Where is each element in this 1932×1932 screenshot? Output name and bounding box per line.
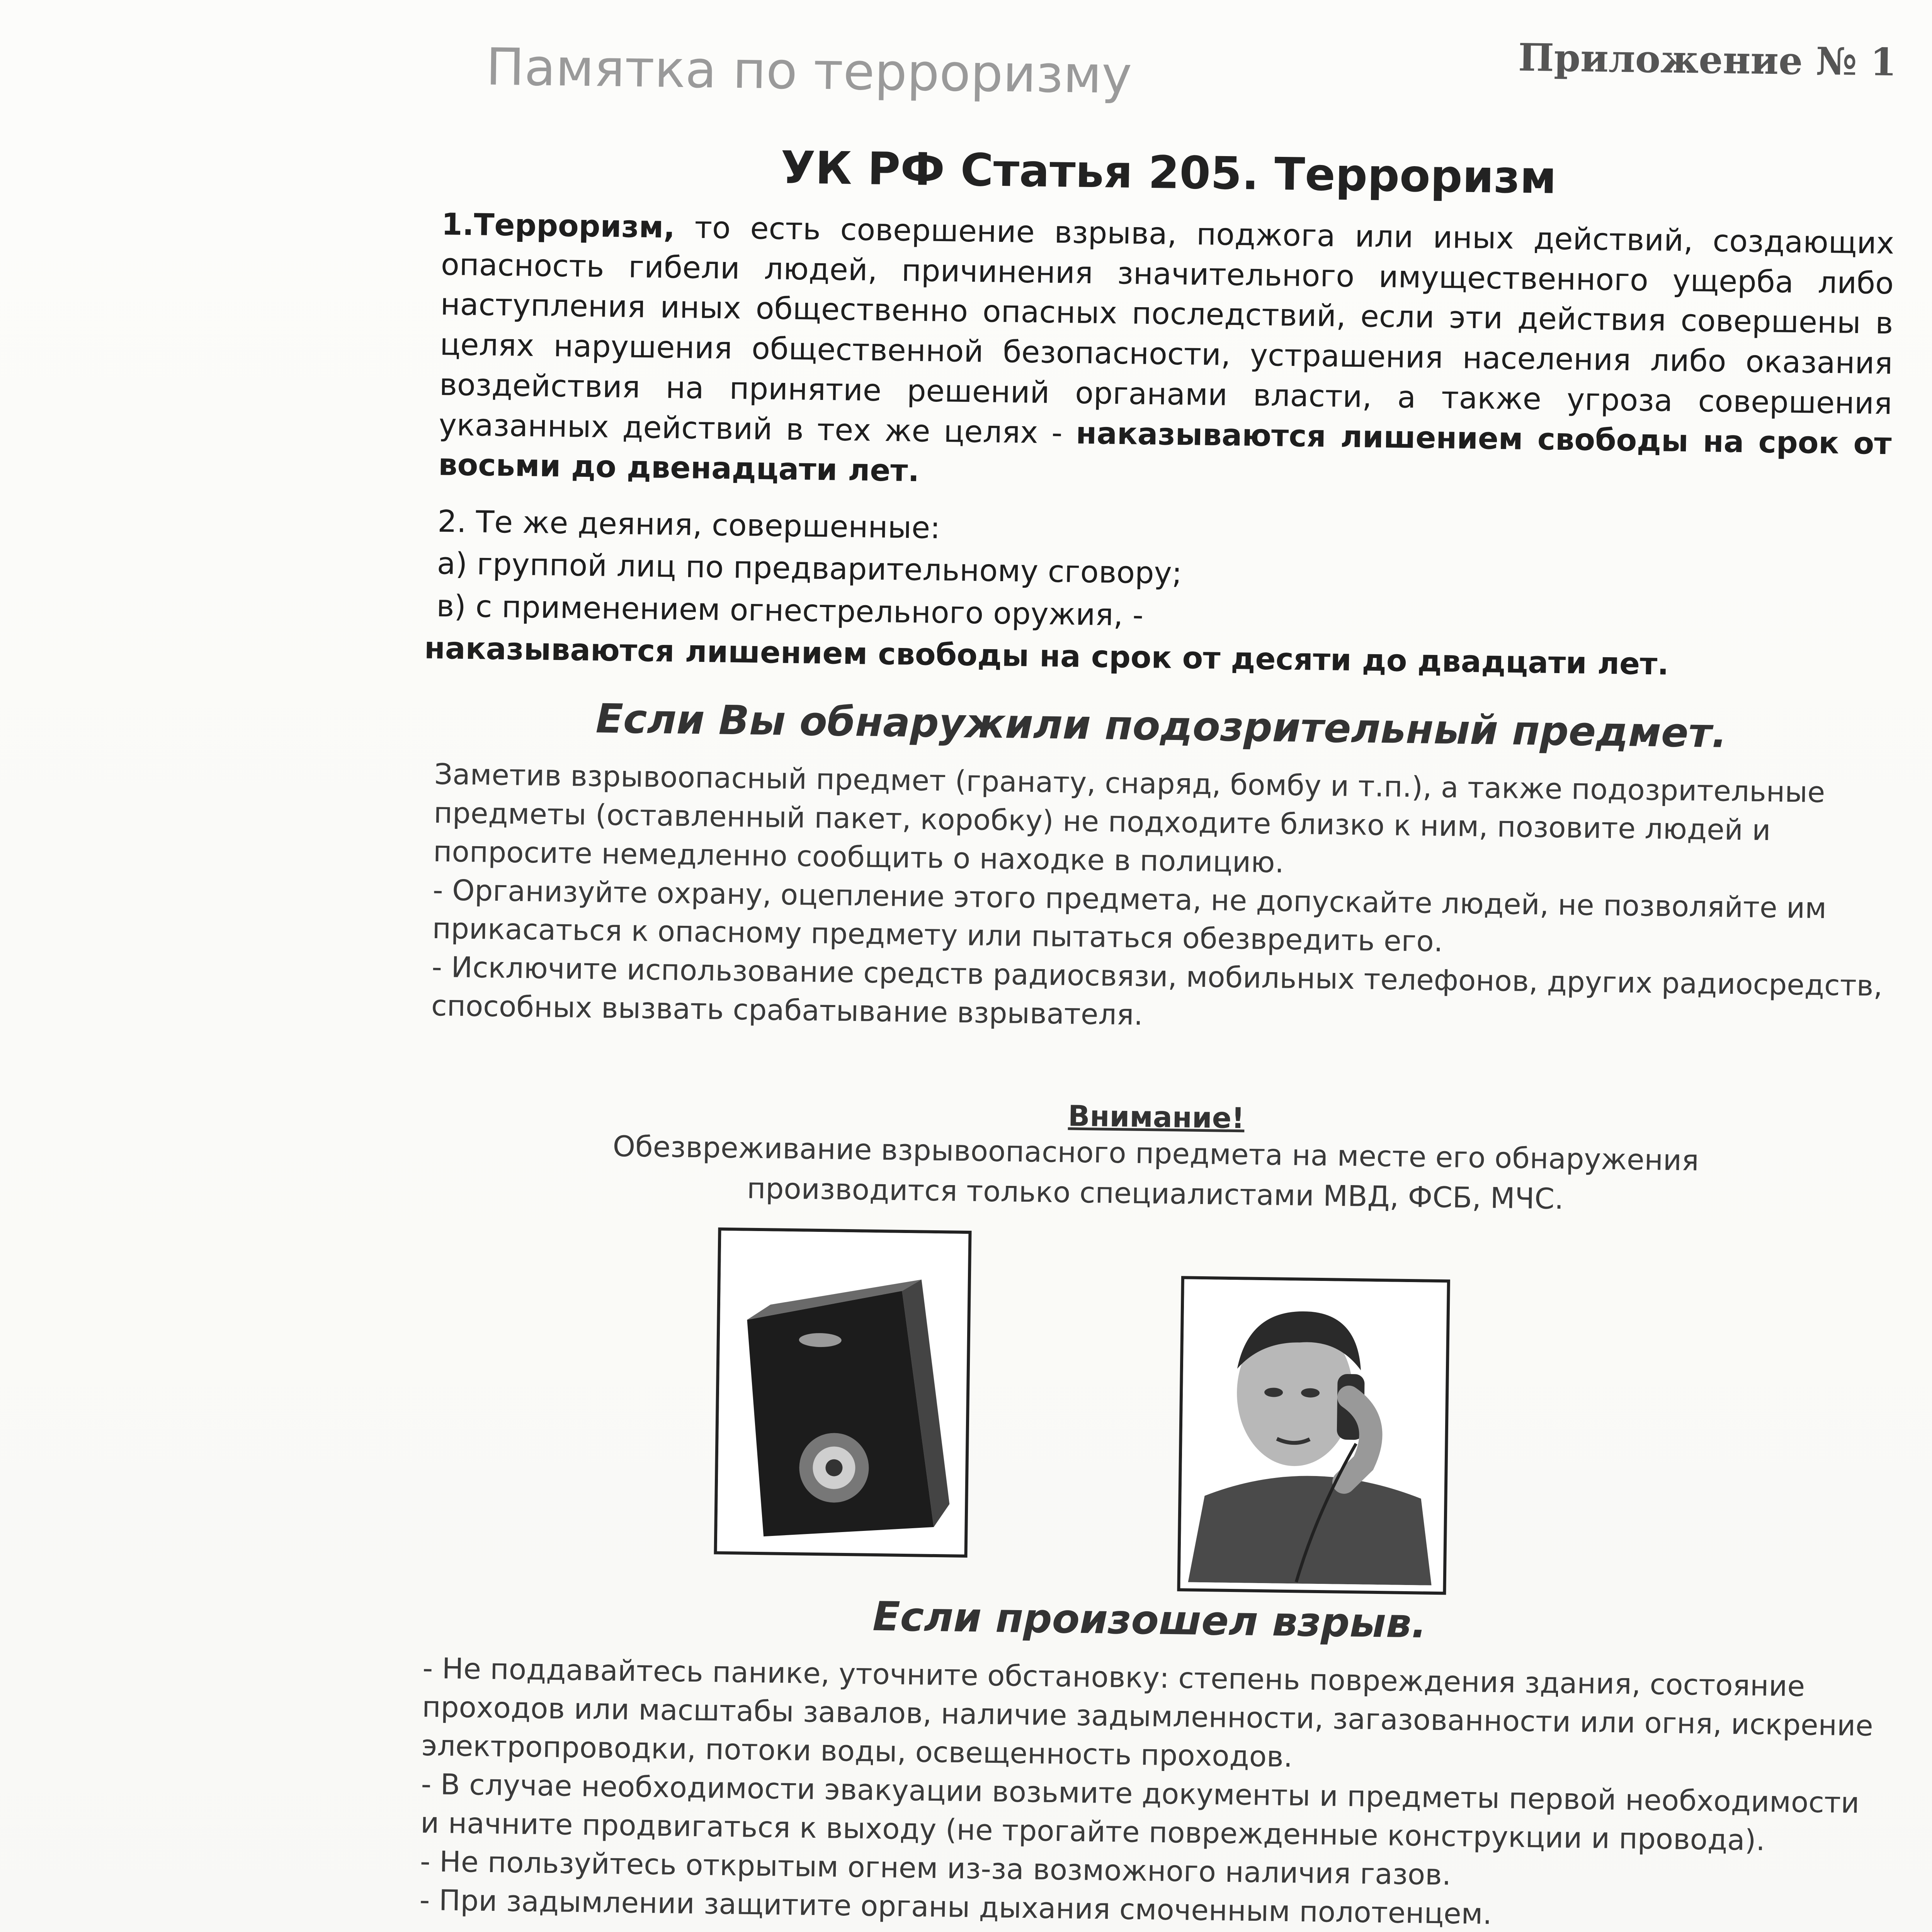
man-phone-image [1177, 1276, 1450, 1595]
attention-title: Внимание! [1068, 1099, 1245, 1135]
article-paragraph-1 [438, 205, 1895, 504]
article-p2-item-b: в) с применением огнестрельного оружия, - [436, 588, 1144, 633]
article-paragraph-2 [424, 501, 1890, 689]
article-paragraph-1-penalty: наказываются лишением свободы на срок от восьми до двенадцати лет. [438, 416, 1892, 489]
list-item: - Не пользуйтесь открытым огнем из-за возможного наличия газов. [420, 1845, 1451, 1892]
suspicious-bag-image [714, 1228, 972, 1558]
suspicious-heading: Если Вы обнаружили подозрительный предмет. [595, 695, 1728, 757]
explosion-list [419, 1650, 1876, 1932]
list-item: - В случае необходимости эвакуации возьмите документы и предметы первой необходимости и начните продвигаться к выходу (не трогайте поврежденные конструкции и провода). [420, 1767, 1860, 1857]
list-item: - Организуйте охрану, оцепление этого предмета, не допускайте людей, не позволяйте им прикасаться к опасному предмету или пытаться обезвредить его. [432, 873, 1827, 959]
suspicious-list [431, 755, 1887, 1044]
explosion-heading: Если произошел взрыв. [872, 1593, 1427, 1647]
list-item: Заметив взрывоопасный предмет (гранату, снаряд, бомбу и т.п.), а также подозрительные предметы (оставленный пакет, коробку) не подходите близко к ним, позовите людей и попросите немедленно сообщить о находке в полицию. [433, 757, 1825, 879]
man-calling-icon [1180, 1279, 1441, 1586]
appendix-label: Приложение № 1 [1518, 35, 1897, 85]
attention-text: Обезвреживание взрывоопасного предмета на месте его обнаружения производится только специалистами МВД, ФСБ, МЧС. [612, 1130, 1699, 1216]
article-p2-penalty: наказываются лишением свободы на срок от десяти до двадцати лет. [424, 631, 1669, 682]
document-body [413, 137, 1895, 1932]
list-item: - Не поддавайтесь панике, уточните обстановку: степень повреждения здания, состояние проходов или масштабы завалов, наличие задымленности, загазованности или огня, искрение электропроводки, потоки воды, освещенность проходов. [421, 1652, 1874, 1774]
list-item: - При задымлении защитите органы дыхания смоченным полотенцем. [419, 1883, 1492, 1931]
article-p2-item-a: а) группой лиц по предварительному сговору; [437, 546, 1182, 591]
article-title: УК РФ Статья 205. Терроризм [780, 141, 1557, 204]
list-item: - Исключите использование средств радиосвязи, мобильных телефонов, других радиосредств, способных вызвать срабатывание взрывателя. [431, 951, 1883, 1032]
memo-title: Памятка по терроризму [485, 37, 1133, 105]
article-p2-intro: 2. Те же деяния, совершенные: [437, 504, 940, 546]
article-paragraph-1-body: то есть совершение взрыва, поджога или иных действий, создающих опасность гибели людей, причинения значительного имущественного ущерба либо наступления иных общественно опасных последствий, если эти действия совершены в целях нарушения общественной безопасности, устрашения населения либо оказания воздействия на принятие решений органами власти, а также угроза совершения указанных действий в тех же целях - [439, 210, 1895, 451]
bomb-bag-icon [717, 1231, 963, 1548]
illustrations [424, 1224, 1881, 1583]
term-lead: 1.Терроризм, [441, 207, 675, 245]
